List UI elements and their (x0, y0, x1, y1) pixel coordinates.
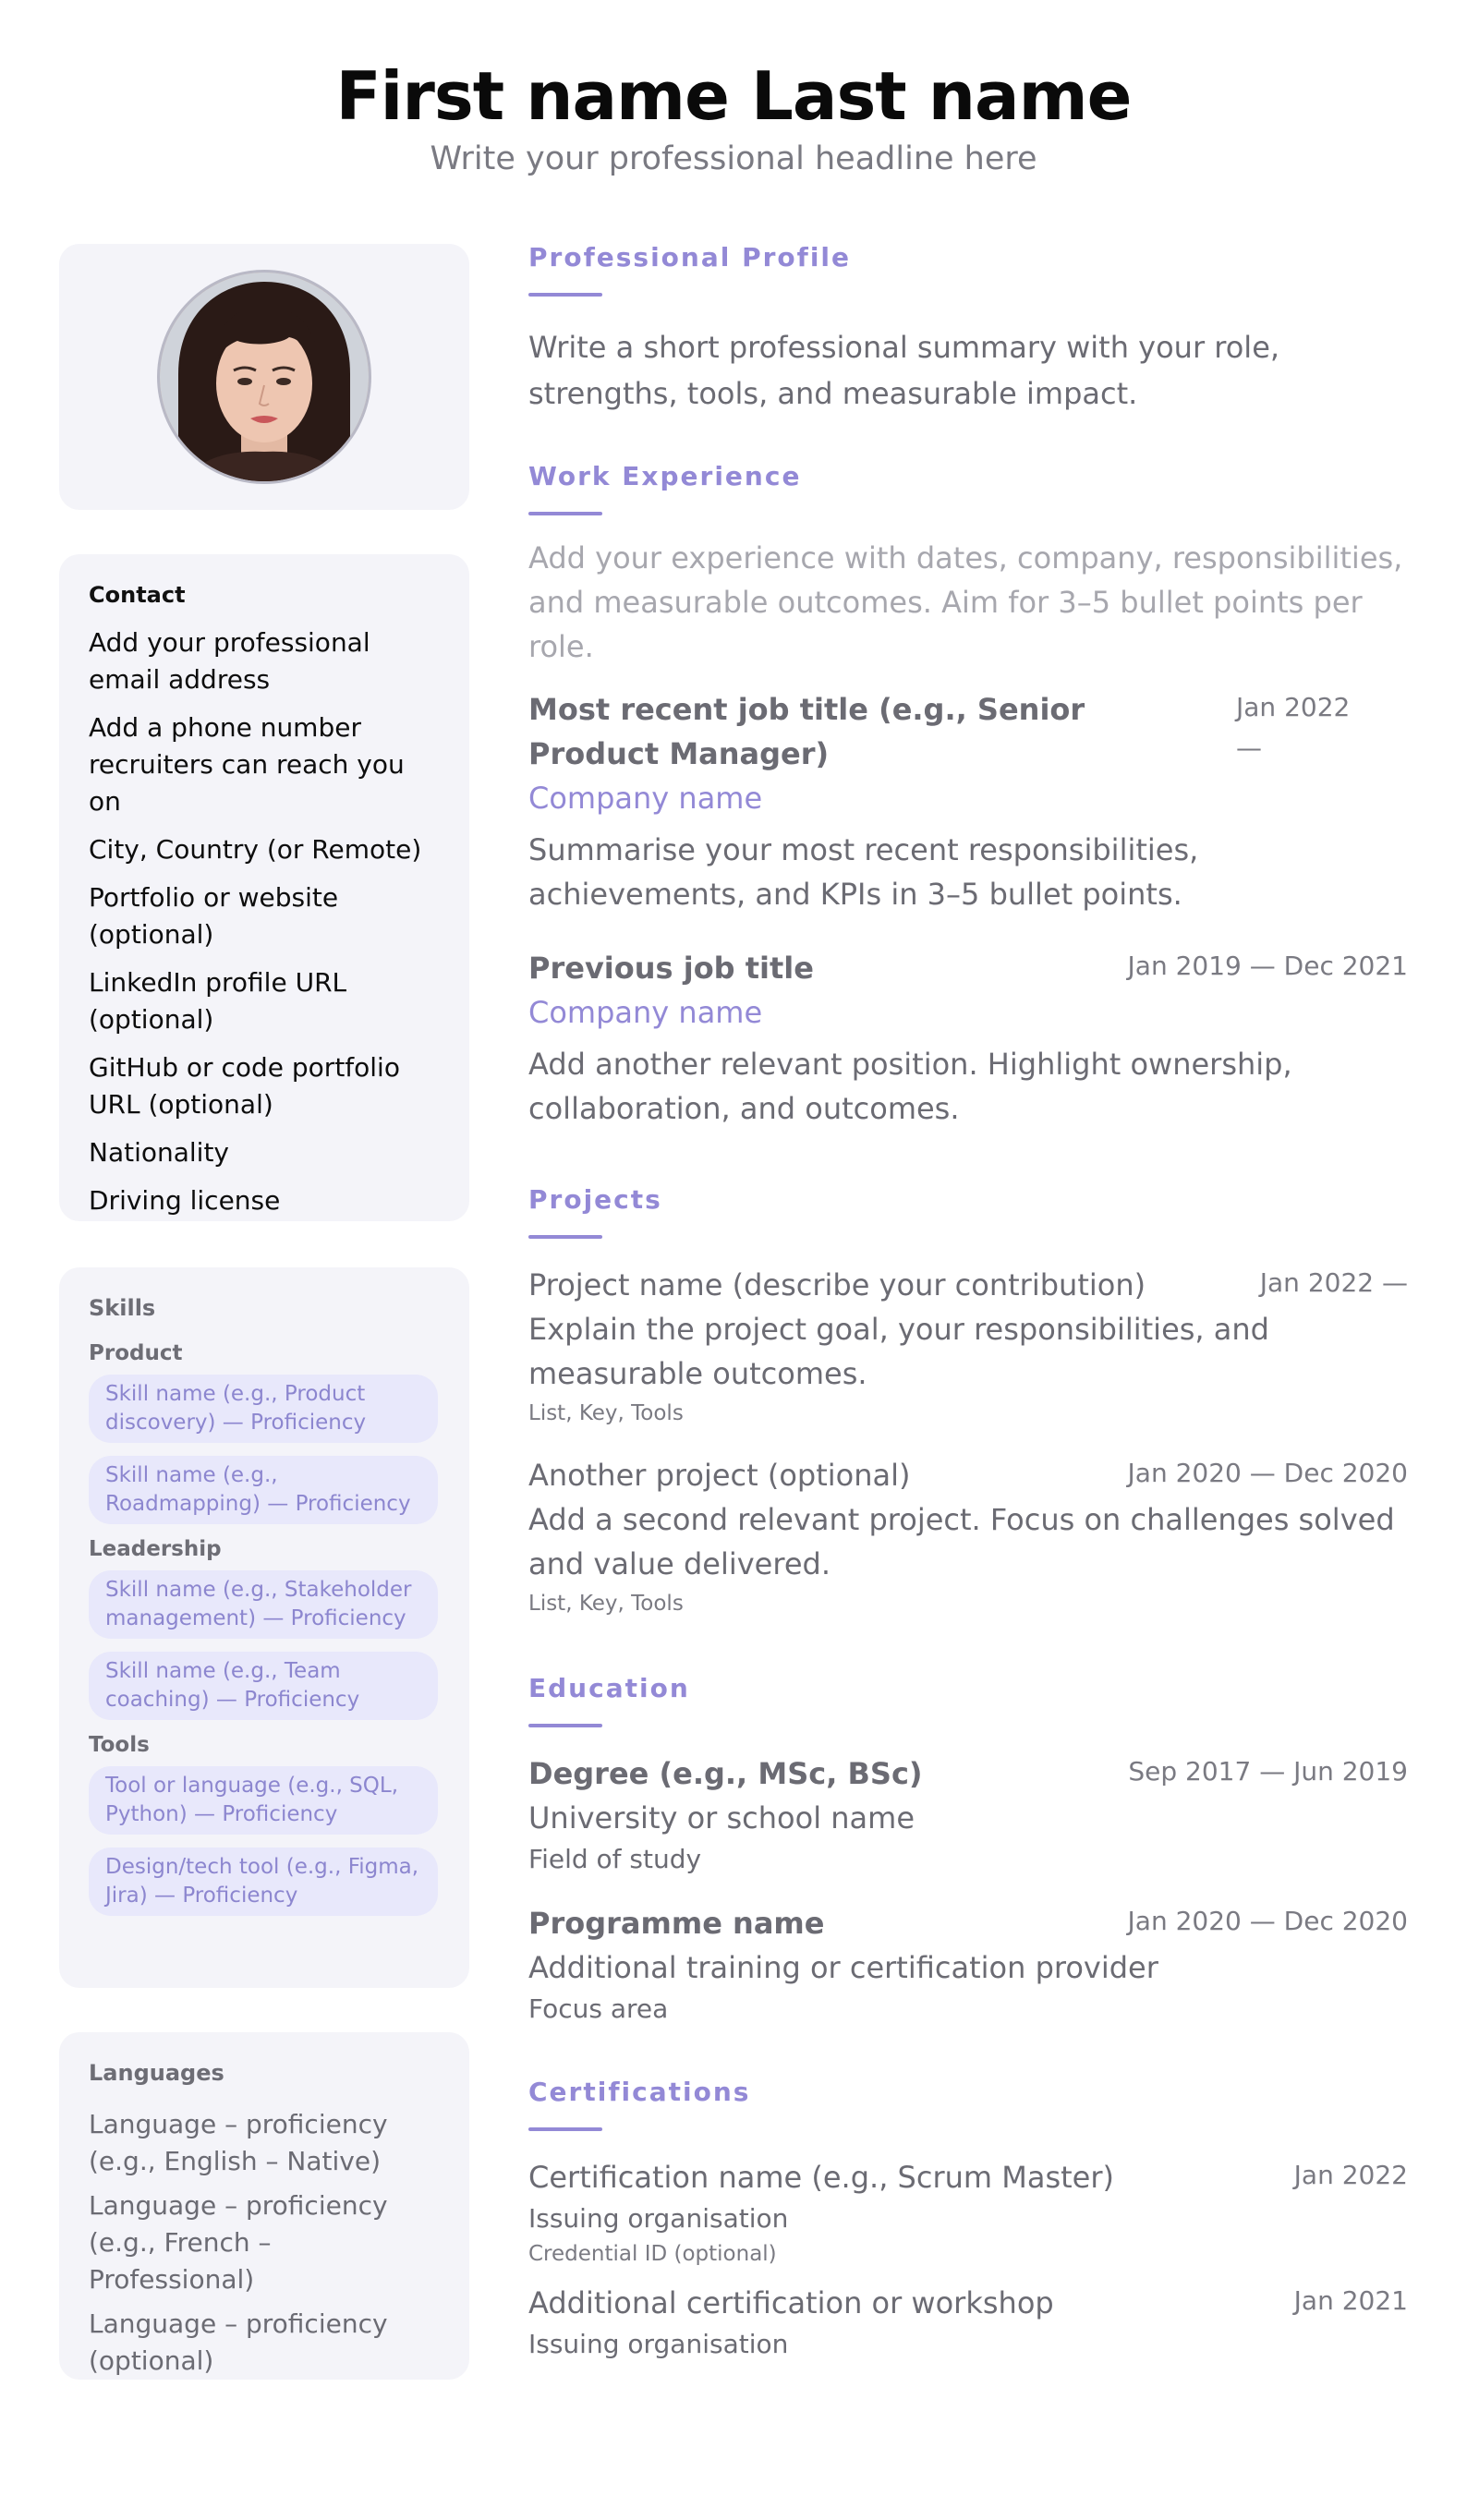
job-company: Company name (528, 781, 763, 816)
job-title: Most recent job title (e.g., Senior Product Manager) (528, 692, 1085, 771)
section-rule (528, 293, 602, 297)
project-tags: List, Key, Tools (528, 1401, 684, 1425)
section-rule (528, 1235, 602, 1239)
project-tags: List, Key, Tools (528, 1592, 684, 1616)
photo-card (59, 244, 469, 510)
certification-title: Additional certification or workshop (528, 2285, 1054, 2320)
skill-chip: Tool or language (e.g., SQL, Python) — Proficiency (89, 1766, 438, 1835)
project-date: Jan 2020 — Dec 2020 (1127, 1458, 1408, 1488)
certification-entry (528, 2281, 1408, 2364)
contact-github: GitHub or code portfolio URL (optional) (89, 1052, 400, 1120)
contact-phone: Add a phone number recruiters can reach you on (89, 712, 405, 817)
contact-email: Add your professional email address (89, 627, 370, 695)
job-title: Previous job title (528, 951, 814, 986)
section-rule (528, 512, 602, 515)
skill-chip: Skill name (e.g., Product discovery) — Proficiency (89, 1375, 438, 1443)
main-column (528, 242, 1408, 2364)
skill-chip: Skill name (e.g., Team coaching) — Proficiency (89, 1652, 438, 1720)
full-name: First name Last name (335, 57, 1132, 135)
section-title: Certifications (528, 2077, 751, 2107)
education-school: Additional training or certification provider (528, 1950, 1158, 1985)
education-entry (528, 1751, 1408, 1879)
job-description: Summarise your most recent responsibilities, achievements, and KPIs in 3–5 bullet points. (528, 832, 1199, 912)
contact-title: Contact (89, 582, 186, 608)
education-field: Focus area (528, 1993, 669, 2024)
certification-entry (528, 2155, 1408, 2270)
certification-date: Jan 2022 (1293, 2160, 1408, 2190)
project-description: Explain the project goal, your responsibilities, and measurable outcomes. (528, 1312, 1269, 1391)
section-title: Work Experience (528, 461, 802, 491)
projects-section (528, 1184, 1408, 1621)
language-item: Language – proficiency (e.g., English – Native) (89, 2109, 388, 2176)
job-entry (528, 946, 1408, 1131)
contact-driving-license: Driving license (89, 1185, 281, 1216)
profile-summary: Write a short professional summary with your role, strengths, tools, and measurable impact. (528, 330, 1280, 411)
education-date: Jan 2020 — Dec 2020 (1127, 1906, 1408, 1936)
resume-header (0, 55, 1467, 177)
headline: Write your professional headline here (430, 140, 1037, 177)
experience-section (528, 461, 1408, 1131)
contact-linkedin: LinkedIn profile URL (optional) (89, 967, 347, 1035)
language-item: Language – proficiency (optional) (89, 2308, 388, 2376)
education-field: Field of study (528, 1844, 702, 1874)
languages-card (59, 2032, 469, 2380)
education-entry (528, 1901, 1408, 2029)
contact-location: City, Country (or Remote) (89, 834, 422, 865)
languages-title: Languages (89, 2060, 224, 2086)
skill-group-title: Product (89, 1341, 183, 1365)
project-entry (528, 1263, 1408, 1431)
education-section (528, 1673, 1408, 2029)
project-date: Jan 2022 — (1259, 1267, 1408, 1298)
skill-chip: Design/tech tool (e.g., Figma, Jira) — Proficiency (89, 1848, 438, 1916)
certification-issuer: Issuing organisation (528, 2203, 789, 2234)
skill-group-title: Leadership (89, 1537, 222, 1561)
contact-card (59, 554, 469, 1221)
education-school: University or school name (528, 1800, 915, 1835)
education-degree: Degree (e.g., MSc, BSc) (528, 1756, 923, 1791)
job-company: Company name (528, 995, 763, 1030)
skills-title: Skills (89, 1295, 156, 1321)
contact-portfolio: Portfolio or website (optional) (89, 882, 339, 950)
section-title: Professional Profile (528, 242, 852, 273)
job-entry (528, 687, 1408, 916)
profile-section (528, 242, 1408, 417)
skill-group-title: Tools (89, 1733, 150, 1757)
section-title: Education (528, 1673, 690, 1703)
contact-nationality: Nationality (89, 1137, 230, 1168)
certification-issuer: Issuing organisation (528, 2329, 789, 2359)
education-degree: Programme name (528, 1906, 825, 1941)
certifications-section (528, 2077, 1408, 2364)
certification-title: Certification name (e.g., Scrum Master) (528, 2160, 1114, 2195)
experience-intro: Add your experience with dates, company, responsibilities, and measurable outcomes. Aim for 3–5 bullet points per role. (528, 540, 1403, 664)
project-title: Another project (optional) (528, 1458, 911, 1493)
section-rule (528, 2127, 602, 2131)
certification-date: Jan 2021 (1293, 2285, 1408, 2316)
project-entry (528, 1453, 1408, 1621)
certification-credential: Credential ID (optional) (528, 2242, 777, 2266)
profile-photo-icon (157, 270, 371, 484)
section-title: Projects (528, 1184, 662, 1215)
section-rule (528, 1724, 602, 1727)
job-date: Jan 2019 — Dec 2021 (1127, 951, 1408, 981)
project-title: Project name (describe your contribution) (528, 1267, 1146, 1302)
job-description: Add another relevant position. Highlight ownership, collaboration, and outcomes. (528, 1047, 1292, 1126)
project-description: Add a second relevant project. Focus on challenges solved and value delivered. (528, 1502, 1395, 1581)
skills-card (59, 1267, 469, 1988)
education-date: Sep 2017 — Jun 2019 (1128, 1756, 1408, 1787)
job-date: Jan 2022 — (1236, 692, 1351, 763)
skill-chip: Skill name (e.g., Roadmapping) — Proficiency (89, 1456, 438, 1524)
skill-chip: Skill name (e.g., Stakeholder management) — Proficiency (89, 1570, 438, 1639)
language-item: Language – proficiency (e.g., French – Professional) (89, 2190, 388, 2295)
